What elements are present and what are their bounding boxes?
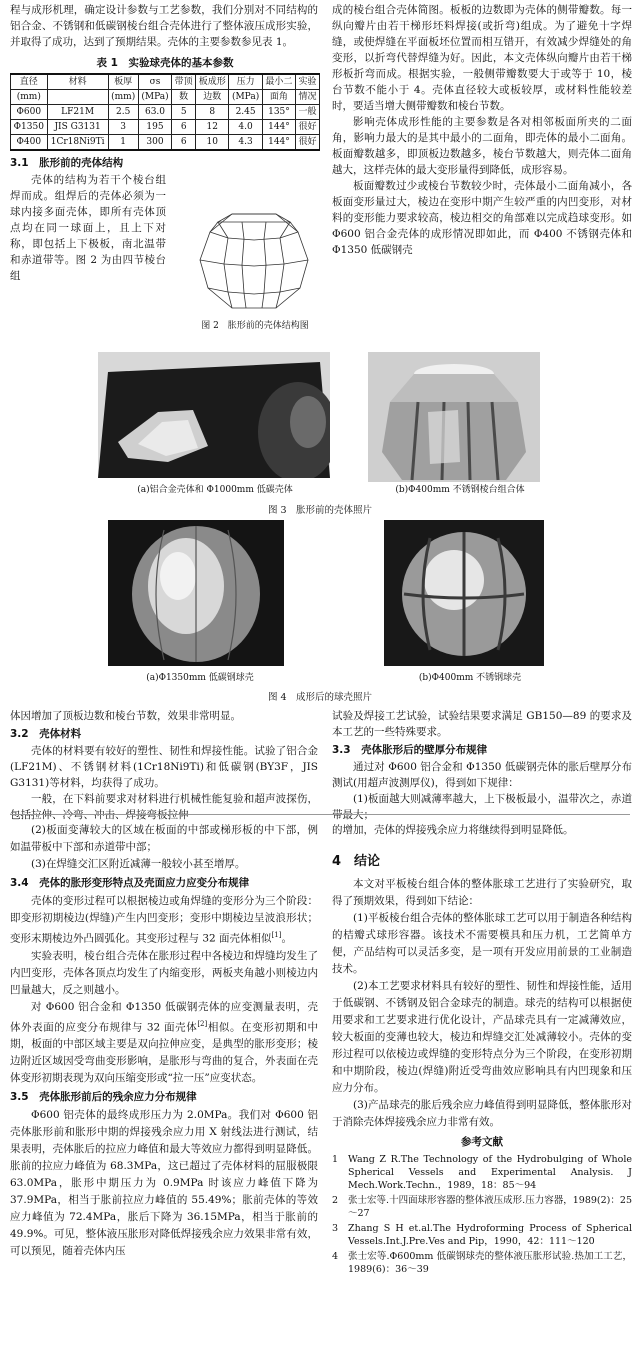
section-3-4-paragraph-1: 壳体的变形过程可以根据棱边或角焊缝的变形分为三个阶段：即变形初期棱边(焊缝)产生内凹变形；变形中期棱边呈波浪形状；变形末期棱边外凸圆弧化。其变形过程与 32 面壳体相似[1]。: [10, 895, 318, 945]
reference-number: 1: [332, 1154, 339, 1165]
table-header-cell: 边数: [196, 90, 229, 105]
table-header-cell: 情况: [296, 90, 320, 105]
table-header-cell: 面角: [262, 90, 295, 105]
right-paragraph-3: 板面瓣数过少或棱台节数较少时，壳体最小二面角减小，各板面变形量过大，棱边在变形中期产生较严重的内凹变形，对材料的变形能力要求较高，棱边相交的角部难以完成趋球变形。如 Φ600 铝合金壳体的成形情况即如此，而 Φ400 不锈钢壳体和 Φ1350 低碳钢壳: [332, 180, 632, 256]
right-column-bottom: [332, 822, 632, 1278]
figure-2-caption: 图 2 胀形前的壳体结构图: [201, 321, 309, 331]
references-title: 参考文献: [461, 1136, 503, 1148]
reference-item: [332, 1222, 632, 1248]
table-cell: 300: [138, 135, 171, 151]
table-cell: 135°: [262, 105, 295, 120]
table-cell: 2.45: [229, 105, 262, 120]
section-3-4-text-1: 壳体的变形过程可以根据棱边或角焊缝的变形分为三个阶段：即变形初期棱边(焊缝)产生内凹变形；变形中期棱边呈波浪形状；变形末期棱边外凸圆弧化。其变形过程与 32 面壳体相似: [10, 895, 318, 945]
table-cell: LF21M: [47, 105, 108, 120]
table-cell: 4.3: [229, 135, 262, 151]
table-cell: 10: [196, 135, 229, 151]
carbon-steel-sphere-photo-graphic: [108, 520, 284, 666]
table-header-cell: (MPa): [229, 90, 262, 105]
reference-number: 4: [332, 1251, 339, 1262]
reference-item: [332, 1194, 632, 1220]
section-3-2-title: 3.2 壳体材料: [10, 728, 82, 740]
citation-1: [1]: [271, 931, 282, 939]
figure-3b-caption: (b)Φ400mm 不锈钢棱台组合体: [395, 485, 525, 495]
table-header-cell: 实验: [296, 74, 320, 90]
continuation-paragraph: 体因增加了顶板边数和棱台节数，效果非常明显。: [10, 710, 241, 722]
table-header-cell: 压力: [229, 74, 262, 90]
table-row: [11, 135, 320, 151]
table-cell: 12: [196, 120, 229, 135]
figure-2-diagram: [180, 208, 328, 320]
right-paragraph-1: 成的棱台组合壳体简图。板板的边数即为壳体的侧带瓣数。每一纵向瓣片由若干梯形坯料焊接(或折弯)组成。为了避免十字焊缝，或使焊缝在平面板坯位置而相互错开，有效减少焊缝处的角变形，以折弯代替焊缝为好。因此，本文壳体纵向瓣片由若干梯形板折弯而成。根据实验，一般侧带瓣数要大于或等于 10，棱台节数不能小于 4。壳体直径较大或板较厚，或材料性能较差时，要适当增大侧带瓣数和棱台节数。: [332, 4, 632, 112]
table-header-cell: (mm): [11, 90, 48, 105]
figure-3a-photo: [98, 352, 330, 478]
list-item-3: (3)在焊缝交汇区附近减薄一般较小甚至增厚。: [31, 858, 246, 870]
conclusion-paragraph-2: (1)平板棱台组合壳体的整体胀球工艺可以用于制造各种结构的桔瓣式球形容器。该技术不需要模具和压力机，工艺简单方便，产品结构可以灵活多变，是一项有开发应用前景的工业制造技术。: [332, 912, 632, 975]
section-3-4-title: 3.4 壳体的胀形变形特点及壳面应力应变分布规律: [10, 877, 250, 889]
table-cell: 63.0: [138, 105, 171, 120]
table-cell: 4.0: [229, 120, 262, 135]
section-3-3-paragraph-2: (1)板面越大则减薄率越大，上下极板最小，温带次之，赤道带最大；: [332, 793, 632, 821]
reference-text: 张士宏等.十四面球形容器的整体液压成形.压力容器，1989(2)：25～27: [348, 1195, 632, 1219]
parameters-table: [10, 73, 320, 151]
section-3-2-paragraph-2: 一般，在下料前要求对材料进行机械性能复验和超声波探伤，包括拉伸、冷弯、冲击、焊接弯板拉伸: [10, 793, 318, 821]
reference-number: 3: [332, 1223, 339, 1234]
table-cell: 8: [196, 105, 229, 120]
references-list: [332, 1153, 632, 1276]
table-header-cell: (MPa): [138, 90, 171, 105]
figure-4b-photo: [384, 520, 544, 666]
figure-3b-photo: [368, 352, 540, 482]
intro-paragraph: 程与成形机理，确定设计参数与工艺参数，我们分别对不同结构的铝合金、不锈钢和低碳钢棱台组合壳体进行了整体液压成形实验，并取得了成功，达到了预期结果。壳体的主要参数参见表 1。: [10, 4, 318, 48]
figure-4b-caption: (b)Φ400mm 不锈钢球壳: [418, 673, 522, 683]
section-3-4-text-3a: 对 Φ600 铝合金和 Φ1350 低碳钢壳体的应变测量表明，壳体外表面的应变分布规律与 32 面壳体: [10, 1000, 318, 1033]
table-cell: 很好: [296, 120, 320, 135]
conclusion-paragraph-3: (2)本工艺要求材料具有较好的塑性、韧性和焊接性能，适用于低碳钢、不锈钢及铝合金球壳的制造。球壳的结构可以根据使用要求和工艺要求进行优化设计，产品球壳具有一定减薄效应，较大板面的变薄也较大，棱边和焊缝交汇处减薄较小。壳体的变形过程可以依棱边或焊缝的变形特点分为三个阶段，在变形初期和中期阶段，棱边(焊缝)附近受弯曲效应影响具有内凹现象和压应力分布。: [332, 980, 632, 1094]
table-cell: 5: [172, 105, 196, 120]
table-cell: 144°: [262, 120, 295, 135]
table-header-cell: 板成形: [196, 74, 229, 90]
table-header-cell: (mm): [108, 90, 138, 105]
table-row: [11, 105, 320, 120]
table-cell: 195: [138, 120, 171, 135]
table-cell: 一般: [296, 105, 320, 120]
figure-4-caption: 图 4 成形后的球壳照片: [267, 692, 373, 703]
table-header-row: [11, 74, 320, 90]
section-3-3-title: 3.3 壳体胀形后的壁厚分布规律: [332, 744, 488, 756]
table-cell: 144°: [262, 135, 295, 151]
stainless-frustum-photo-graphic: [368, 352, 540, 482]
reference-text: Zhang S H et.al.The Hydroforming Process of Spherical Vessels.Int.J.Pre.Ves and Pip，1990，42：111～120: [348, 1223, 632, 1247]
right-column-middle: [332, 708, 632, 823]
aluminum-shell-photo-graphic: [98, 352, 330, 478]
left-column-bottom: [10, 822, 318, 1260]
table-header-cell: σs: [138, 74, 171, 90]
table-row: [11, 120, 320, 135]
section-3-2-paragraph-1: 壳体的材料要有较好的塑性、韧性和焊接性能。试验了铝合金(LF21M)、不锈钢材料(1Cr18Ni9Ti)和低碳钢(BY3F，JIS G3131)等材料，均获得了成功。: [10, 745, 318, 789]
table-cell: JIS G3131: [47, 120, 108, 135]
table-cell: 很好: [296, 135, 320, 151]
left-column-middle: [10, 708, 318, 823]
table-header-cell: [47, 90, 108, 105]
reference-number: 2: [332, 1195, 339, 1206]
table-cell: 6: [172, 120, 196, 135]
table-caption: 表 1 实验球壳体的基本参数: [96, 57, 234, 69]
table-header-cell: 材料: [47, 74, 108, 90]
section-3-4-paragraph-2: 实验表明，棱台组合壳体在胀形过程中各棱边和焊缝均发生了内凹变形，壳体各顶点均发生了内缩变形，两板夹角越小则棱边内凹量越大，反之则越小。: [10, 949, 318, 996]
table-header-cell: 板厚: [108, 74, 138, 90]
figure-3a-caption: (a)铝合金壳体和 Φ1000mm 低碳壳体: [137, 485, 293, 495]
conclusion-paragraph-4: (3)产品球壳的胀后残余应力峰值得到明显降低，整体胀形对于消除壳体焊接残余应力非常有效。: [332, 1099, 632, 1128]
citation-2: [2]: [197, 1019, 208, 1028]
section-3-1-title: 3.1 胀形前的壳体结构: [10, 157, 124, 169]
polyhedron-shell-diagram: [180, 208, 328, 320]
table-cell: 1: [108, 135, 138, 151]
list-item-2: (2)板面变薄较大的区域在板面的中部或梯形板的中下部，例如温带板中下部和赤道带中部；: [10, 824, 318, 853]
stainless-sphere-photo-graphic: [384, 520, 544, 666]
table-cell: Φ400: [11, 135, 48, 151]
table-header-cell: 带顶: [172, 74, 196, 90]
table-cell: Φ600: [11, 105, 48, 120]
continuation-paragraph: 试验及焊接工艺试验，试验结果要求满足 GB150—89 的要求及本工艺的一些特殊要求。: [332, 710, 632, 738]
reference-text: 张士宏等.Φ600mm 低碳钢球壳的整体液压胀形试验.热加工工艺，1989(6)：36～39: [348, 1251, 632, 1275]
reference-item: [332, 1153, 632, 1192]
figure-4a-photo: [108, 520, 284, 666]
table-header-cell: 直径: [11, 74, 48, 90]
section-3-4-paragraph-3: [10, 999, 318, 1088]
table-header-cell: 最小二: [262, 74, 295, 90]
table-cell: 2.5: [108, 105, 138, 120]
figure-3-caption: 图 3 胀形前的壳体照片: [267, 505, 373, 516]
right-column-top: [332, 2, 632, 258]
section-3-4-text-3b: 相似。在变形初期和中期，板面的中部区域主要是双向拉伸应变，是典型的胀形变形；棱边附近区域因受弯曲变形影响，是胀形与弯曲的复合，外表面在壳体变形初期表现为双向压缩变形或“拉一压”应变状态。: [10, 1021, 319, 1084]
reference-text: Wang Z R.The Technology of the Hydrobulging of Whole Spherical Vessels and Experimental Analysis. J Mech.Work.Techn.，1989，18：85～94: [348, 1154, 632, 1191]
right-paragraph-2: 影响壳体成形性能的主要参数是各对相邻板面所夹的二面角，影响力最大的是其中最小的二面角，即壳体的最小二面角。板面瓣数越多，即顶板边数越多，棱台节数越大，则壳体二面角越大，这样壳体的最大变形量得到降低，成形容易。: [332, 116, 632, 176]
figure-4a-caption: (a)Φ1350mm 低碳钢球壳: [146, 673, 254, 683]
table-header-cell: 数: [172, 90, 196, 105]
section-3-3-paragraph-1: 通过对 Φ600 铝合金和 Φ1350 低碳钢壳体的胀后壁厚分布测试(用超声波测厚仪)，得到如下规律：: [332, 761, 632, 789]
conclusion-paragraph-1: 本文对平板棱台组合体的整体胀球工艺进行了实验研究，取得了预期效果，得到如下结论：: [332, 878, 632, 907]
section-3-5-paragraph: Φ600 铝壳体的最终成形压力为 2.0MPa。我们对 Φ600 铝壳体胀形前和胀形中期的焊接残余应力用 X 射线法进行测试，结果表明，壳体胀后的拉应力峰值和最大等效应力都得到明显降低。胀前的拉应力峰值为 68.3MPa，这已超过了壳体材料的屈服极限 63.0MPa，胀形中期压力为 0.9MPa 时该应力峰值下降为 37.9MPa，相当于胀前拉应力峰值的 55.49%；胀前壳体的等效应力峰值为 72.4MPa，胀后下降为 36.15MPa，相当于胀前的 49.9%。可见，整体液压胀形对降低焊接残余应力效果非常有效，可以预见，随着壳体内压: [10, 1109, 318, 1257]
page-break-divider: [10, 814, 630, 815]
table-cell: Φ1350: [11, 120, 48, 135]
table-cell: 3: [108, 120, 138, 135]
section-3-1-text: 壳体的结构为若干个棱台组焊而成。组焊后的壳体必须为一球内接多面壳体，即所有壳体顶点均在同一球面上，且上下对称，即包括上下极板，南北温带和赤道带等。图 2 为由四节棱台组: [10, 174, 166, 282]
table-cell: 6: [172, 135, 196, 151]
continuation-paragraph: 的增加，壳体的焊接残余应力将继续得到明显降低。: [332, 824, 574, 836]
table-cell: 1Cr18Ni9Ti: [47, 135, 108, 151]
reference-item: [332, 1250, 632, 1276]
section-3-5-title: 3.5 壳体胀形前后的残余应力分布规律: [10, 1091, 197, 1103]
table-header-row: [11, 90, 320, 105]
section-4-title: 4 结论: [332, 854, 381, 869]
